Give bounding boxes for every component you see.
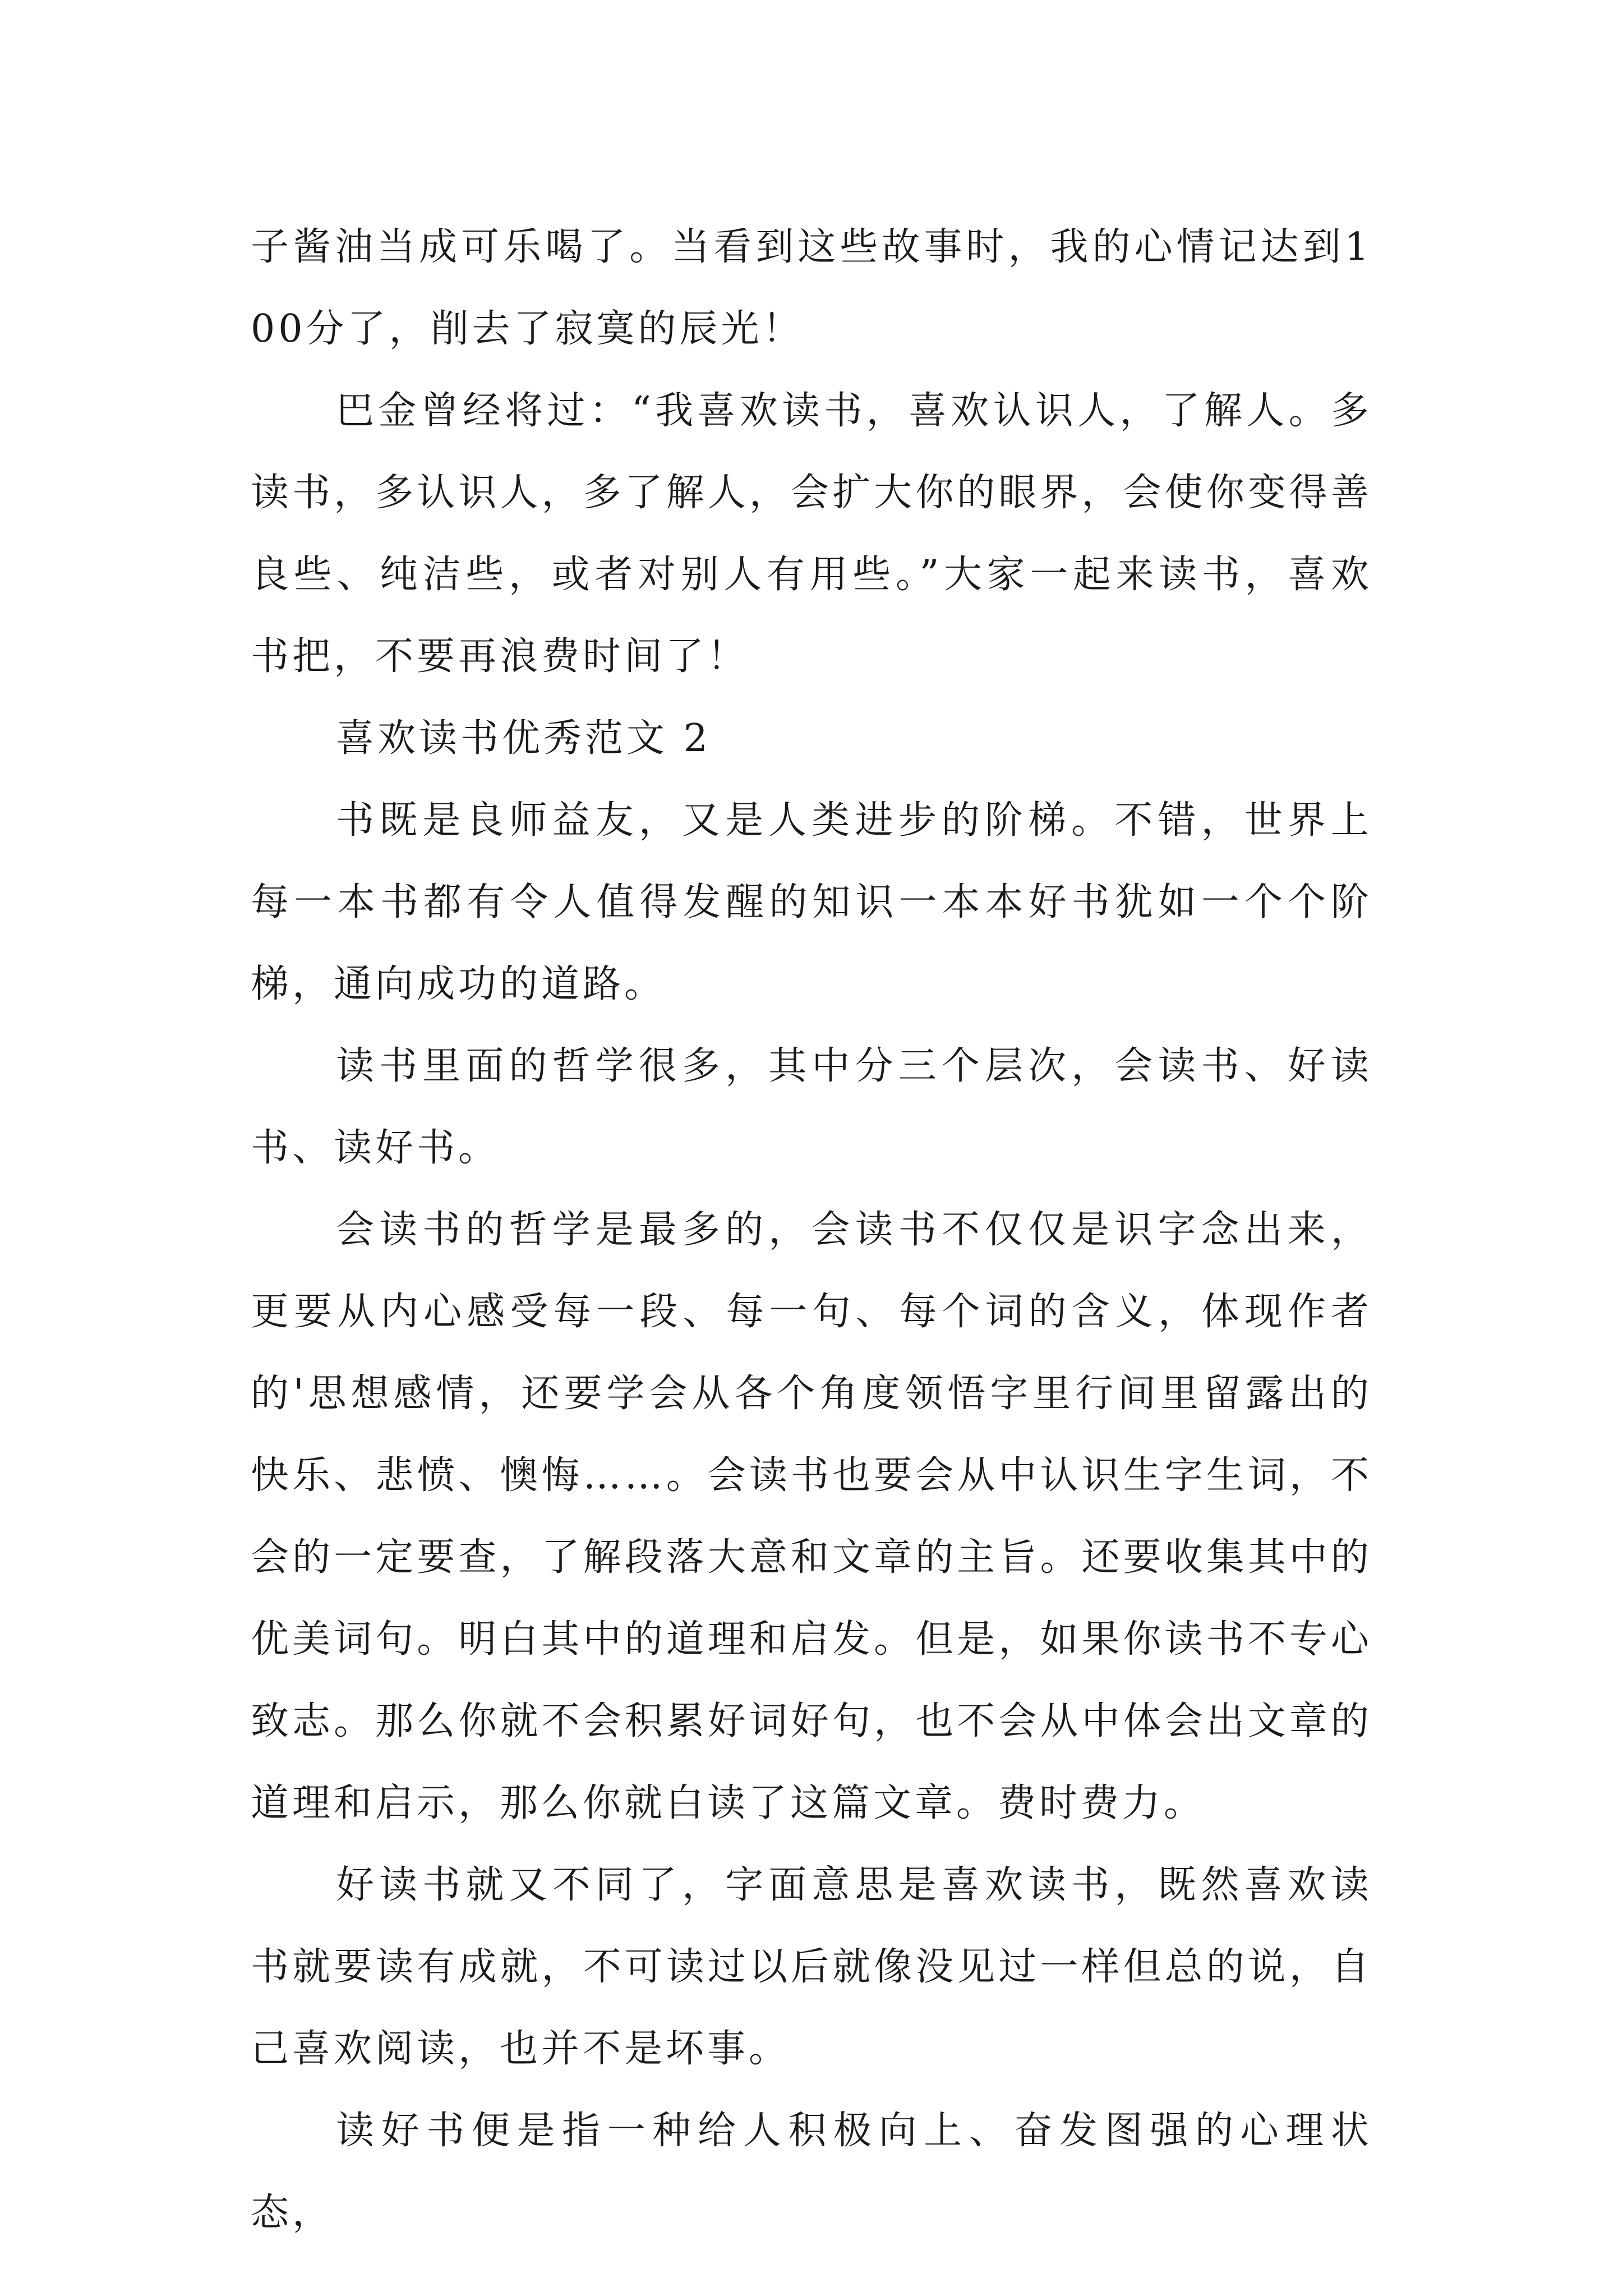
- paragraph-bajin-quote: 巴金曾经将过：“我喜欢读书，喜欢认识人，了解人。多读书，多认识人，多了解人，会扩大你的眼界，会使你变得善良些、纯洁些，或者对别人有用些。”大家一起来读书，喜欢书把，不要再浪费时间了！: [251, 389, 1372, 679]
- paragraph-good-books: 读好书便是指一种给人积极向上、奋发图强的心理状态，: [251, 2109, 1372, 2235]
- paragraph-continued: 子酱油当成可乐喝了。当看到这些故事时，我的心情记达到100分了，削去了寂寞的辰光！: [251, 225, 1372, 351]
- paragraph-three-levels: 读书里面的哲学很多，其中分三个层次，会读书、好读书、读好书。: [251, 1044, 1372, 1170]
- paragraph-book-ladder: 书既是良师益友，又是人类进步的阶梯。不错，世界上每一本书都有令人值得发醒的知识一本本好书犹如一个个阶梯，通向成功的道路。: [251, 798, 1372, 1006]
- paragraph-like-reading: 好读书就又不同了，字面意思是喜欢读书，既然喜欢读书就要读有成就，不可读过以后就像没见过一样但总的说，自己喜欢阅读，也并不是坏事。: [251, 1863, 1372, 2071]
- document-body: [251, 206, 1372, 2254]
- paragraph-can-read: 会读书的哲学是最多的，会读书不仅仅是识字念出来，更要从内心感受每一段、每一句、每个词的含义，体现作者的'思想感情，还要学会从各个角度领悟字里行间里留露出的快乐、悲愤、懊悔……。会读书也要会从中认识生字生词，不会的一定要查，了解段落大意和文章的主旨。还要收集其中的优美词句。明白其中的道理和启发。但是，如果你读书不专心致志。那么你就不会积累好词好句，也不会从中体会出文章的道理和启示，那么你就白读了这篇文章。费时费力。: [251, 1208, 1372, 1825]
- section-heading: 喜欢读书优秀范文 2: [336, 716, 711, 761]
